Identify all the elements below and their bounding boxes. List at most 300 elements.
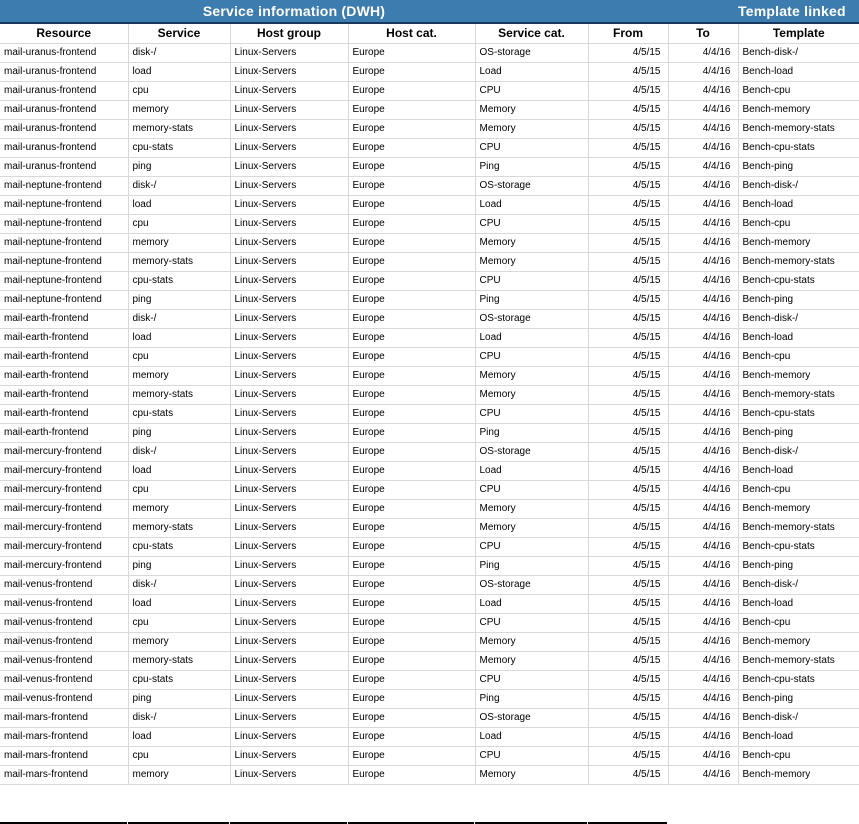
cell-from: 4/5/15 — [588, 385, 668, 404]
cell-template: Bench-memory — [738, 632, 859, 651]
cell-host-cat: Europe — [348, 480, 475, 499]
cell-to: 4/4/16 — [668, 214, 738, 233]
cell-host-group: Linux-Servers — [230, 670, 348, 689]
cell-host-cat: Europe — [348, 746, 475, 765]
cell-from: 4/5/15 — [588, 195, 668, 214]
cell-template: Bench-memory — [738, 233, 859, 252]
cell-host-group: Linux-Servers — [230, 347, 348, 366]
report-title-bar — [0, 0, 859, 24]
cell-service: memory — [128, 233, 230, 252]
cell-service-cat: Memory — [475, 765, 588, 784]
cell-service: ping — [128, 157, 230, 176]
cell-to: 4/4/16 — [668, 195, 738, 214]
cell-service-cat: CPU — [475, 613, 588, 632]
cell-host-group: Linux-Servers — [230, 176, 348, 195]
table-row — [0, 62, 859, 81]
table-row — [0, 233, 859, 252]
table-row — [0, 613, 859, 632]
cell-host-group: Linux-Servers — [230, 328, 348, 347]
cell-service-cat: CPU — [475, 480, 588, 499]
report-title: Service information (DWH) — [202, 3, 386, 19]
table-row — [0, 727, 859, 746]
cell-from: 4/5/15 — [588, 100, 668, 119]
column-header-resource: Resource — [0, 24, 128, 43]
cell-resource: mail-uranus-frontend — [0, 119, 128, 138]
cell-from: 4/5/15 — [588, 309, 668, 328]
cell-template: Bench-memory-stats — [738, 385, 859, 404]
cell-host-group: Linux-Servers — [230, 62, 348, 81]
cell-template: Bench-ping — [738, 157, 859, 176]
cell-service: cpu-stats — [128, 404, 230, 423]
cell-host-cat: Europe — [348, 119, 475, 138]
cell-service: cpu — [128, 214, 230, 233]
cell-template: Bench-memory-stats — [738, 518, 859, 537]
table-row — [0, 328, 859, 347]
cell-service-cat: OS-storage — [475, 176, 588, 195]
cell-template: Bench-disk-/ — [738, 442, 859, 461]
cell-host-group: Linux-Servers — [230, 632, 348, 651]
cell-from: 4/5/15 — [588, 632, 668, 651]
cell-service: cpu — [128, 613, 230, 632]
cell-resource: mail-venus-frontend — [0, 689, 128, 708]
cell-from: 4/5/15 — [588, 81, 668, 100]
cell-service: memory — [128, 499, 230, 518]
cell-host-group: Linux-Servers — [230, 214, 348, 233]
cell-service: load — [128, 727, 230, 746]
cell-service: disk-/ — [128, 43, 230, 62]
cell-service-cat: OS-storage — [475, 43, 588, 62]
cell-resource: mail-earth-frontend — [0, 347, 128, 366]
cell-resource: mail-mercury-frontend — [0, 442, 128, 461]
cell-to: 4/4/16 — [668, 613, 738, 632]
cell-from: 4/5/15 — [588, 670, 668, 689]
cell-template: Bench-cpu — [738, 214, 859, 233]
cell-service-cat: Load — [475, 461, 588, 480]
cell-template: Bench-memory-stats — [738, 651, 859, 670]
cell-to: 4/4/16 — [668, 556, 738, 575]
cell-host-group: Linux-Servers — [230, 689, 348, 708]
cell-from: 4/5/15 — [588, 499, 668, 518]
cell-service-cat: CPU — [475, 138, 588, 157]
cell-service: ping — [128, 689, 230, 708]
cell-resource: mail-venus-frontend — [0, 632, 128, 651]
cell-template: Bench-disk-/ — [738, 309, 859, 328]
cell-host-group: Linux-Servers — [230, 43, 348, 62]
cell-from: 4/5/15 — [588, 252, 668, 271]
cell-host-group: Linux-Servers — [230, 461, 348, 480]
cell-host-cat: Europe — [348, 309, 475, 328]
cell-template: Bench-cpu-stats — [738, 271, 859, 290]
cell-service: cpu-stats — [128, 537, 230, 556]
cell-service: memory-stats — [128, 385, 230, 404]
table-row — [0, 214, 859, 233]
cell-host-group: Linux-Servers — [230, 594, 348, 613]
cell-service-cat: Memory — [475, 100, 588, 119]
cell-from: 4/5/15 — [588, 480, 668, 499]
cell-from: 4/5/15 — [588, 157, 668, 176]
cell-from: 4/5/15 — [588, 290, 668, 309]
cell-service-cat: Load — [475, 328, 588, 347]
cell-resource: mail-mercury-frontend — [0, 461, 128, 480]
cell-from: 4/5/15 — [588, 366, 668, 385]
cell-from: 4/5/15 — [588, 119, 668, 138]
cell-resource: mail-neptune-frontend — [0, 195, 128, 214]
cell-from: 4/5/15 — [588, 233, 668, 252]
cell-service: memory — [128, 100, 230, 119]
cell-template: Bench-disk-/ — [738, 176, 859, 195]
cell-host-cat: Europe — [348, 81, 475, 100]
cell-resource: mail-mars-frontend — [0, 708, 128, 727]
table-row — [0, 366, 859, 385]
cell-host-cat: Europe — [348, 594, 475, 613]
cell-template: Bench-memory — [738, 499, 859, 518]
cell-resource: mail-uranus-frontend — [0, 138, 128, 157]
cell-service-cat: Load — [475, 62, 588, 81]
cell-from: 4/5/15 — [588, 689, 668, 708]
cell-host-cat: Europe — [348, 176, 475, 195]
cell-service: memory-stats — [128, 518, 230, 537]
cell-template: Bench-ping — [738, 423, 859, 442]
cell-service: cpu — [128, 480, 230, 499]
cell-template: Bench-memory — [738, 100, 859, 119]
cell-resource: mail-mars-frontend — [0, 765, 128, 784]
cell-template: Bench-memory — [738, 366, 859, 385]
table-row — [0, 385, 859, 404]
cell-service-cat: Memory — [475, 233, 588, 252]
cell-host-cat: Europe — [348, 385, 475, 404]
cell-host-group: Linux-Servers — [230, 119, 348, 138]
cell-service-cat: Memory — [475, 119, 588, 138]
cell-host-cat: Europe — [348, 632, 475, 651]
cell-template: Bench-cpu-stats — [738, 670, 859, 689]
cell-service: load — [128, 328, 230, 347]
cell-from: 4/5/15 — [588, 575, 668, 594]
column-header-host-group: Host group — [230, 24, 348, 43]
cell-host-group: Linux-Servers — [230, 442, 348, 461]
cell-host-cat: Europe — [348, 708, 475, 727]
cell-to: 4/4/16 — [668, 157, 738, 176]
cell-service: disk-/ — [128, 575, 230, 594]
cell-host-cat: Europe — [348, 575, 475, 594]
cell-to: 4/4/16 — [668, 651, 738, 670]
table-row — [0, 689, 859, 708]
table-row — [0, 651, 859, 670]
cell-service: disk-/ — [128, 176, 230, 195]
cell-from: 4/5/15 — [588, 138, 668, 157]
cell-resource: mail-neptune-frontend — [0, 290, 128, 309]
cell-resource: mail-venus-frontend — [0, 575, 128, 594]
cell-service: disk-/ — [128, 442, 230, 461]
table-row — [0, 290, 859, 309]
cell-resource: mail-neptune-frontend — [0, 233, 128, 252]
cell-to: 4/4/16 — [668, 442, 738, 461]
cell-host-cat: Europe — [348, 404, 475, 423]
cell-template: Bench-cpu — [738, 347, 859, 366]
cell-service: cpu-stats — [128, 138, 230, 157]
cell-to: 4/4/16 — [668, 43, 738, 62]
cell-to: 4/4/16 — [668, 727, 738, 746]
table-row — [0, 157, 859, 176]
cell-resource: mail-uranus-frontend — [0, 43, 128, 62]
service-information-table — [0, 24, 859, 785]
cell-from: 4/5/15 — [588, 556, 668, 575]
cell-host-cat: Europe — [348, 442, 475, 461]
cell-service-cat: CPU — [475, 670, 588, 689]
cell-service-cat: Ping — [475, 290, 588, 309]
cell-template: Bench-load — [738, 195, 859, 214]
cell-from: 4/5/15 — [588, 214, 668, 233]
cell-host-group: Linux-Servers — [230, 651, 348, 670]
cell-template: Bench-cpu — [738, 746, 859, 765]
cell-resource: mail-earth-frontend — [0, 309, 128, 328]
table-row — [0, 537, 859, 556]
cell-host-group: Linux-Servers — [230, 708, 348, 727]
cell-to: 4/4/16 — [668, 385, 738, 404]
cell-resource: mail-neptune-frontend — [0, 271, 128, 290]
cell-service: disk-/ — [128, 309, 230, 328]
cell-service-cat: CPU — [475, 537, 588, 556]
cell-service: load — [128, 62, 230, 81]
table-row — [0, 670, 859, 689]
cell-resource: mail-uranus-frontend — [0, 157, 128, 176]
table-body — [0, 43, 859, 784]
cell-host-cat: Europe — [348, 765, 475, 784]
cell-template: Bench-disk-/ — [738, 708, 859, 727]
cell-host-cat: Europe — [348, 328, 475, 347]
cell-resource: mail-earth-frontend — [0, 385, 128, 404]
cell-resource: mail-uranus-frontend — [0, 100, 128, 119]
cell-service-cat: Memory — [475, 518, 588, 537]
cell-host-cat: Europe — [348, 195, 475, 214]
cell-service: memory — [128, 765, 230, 784]
cell-template: Bench-cpu-stats — [738, 537, 859, 556]
cell-from: 4/5/15 — [588, 765, 668, 784]
cell-service: disk-/ — [128, 708, 230, 727]
cell-service: cpu — [128, 347, 230, 366]
table-row — [0, 138, 859, 157]
cell-host-cat: Europe — [348, 613, 475, 632]
column-header-from: From — [588, 24, 668, 43]
cell-host-cat: Europe — [348, 689, 475, 708]
cell-resource: mail-earth-frontend — [0, 328, 128, 347]
cell-to: 4/4/16 — [668, 138, 738, 157]
cell-from: 4/5/15 — [588, 347, 668, 366]
cell-to: 4/4/16 — [668, 632, 738, 651]
cell-template: Bench-load — [738, 328, 859, 347]
cell-resource: mail-neptune-frontend — [0, 214, 128, 233]
cell-service: memory — [128, 632, 230, 651]
cell-host-cat: Europe — [348, 62, 475, 81]
cell-service-cat: CPU — [475, 81, 588, 100]
cell-template: Bench-cpu-stats — [738, 138, 859, 157]
cell-service-cat: Memory — [475, 366, 588, 385]
cell-template: Bench-ping — [738, 556, 859, 575]
cell-service-cat: Memory — [475, 499, 588, 518]
table-row — [0, 176, 859, 195]
cell-service-cat: Load — [475, 594, 588, 613]
cell-host-cat: Europe — [348, 537, 475, 556]
cell-host-group: Linux-Servers — [230, 271, 348, 290]
cell-resource: mail-venus-frontend — [0, 613, 128, 632]
cell-service-cat: Ping — [475, 556, 588, 575]
cell-to: 4/4/16 — [668, 62, 738, 81]
cell-template: Bench-load — [738, 594, 859, 613]
cell-from: 4/5/15 — [588, 404, 668, 423]
table-row — [0, 81, 859, 100]
cell-template: Bench-disk-/ — [738, 575, 859, 594]
cell-from: 4/5/15 — [588, 746, 668, 765]
cell-service: memory-stats — [128, 119, 230, 138]
cell-resource: mail-neptune-frontend — [0, 176, 128, 195]
table-row — [0, 423, 859, 442]
cell-host-group: Linux-Servers — [230, 765, 348, 784]
cell-service-cat: Memory — [475, 632, 588, 651]
table-row — [0, 347, 859, 366]
cell-host-cat: Europe — [348, 651, 475, 670]
table-row — [0, 708, 859, 727]
cell-resource: mail-mercury-frontend — [0, 480, 128, 499]
cell-to: 4/4/16 — [668, 499, 738, 518]
cell-host-group: Linux-Servers — [230, 613, 348, 632]
cell-resource: mail-mercury-frontend — [0, 499, 128, 518]
cell-to: 4/4/16 — [668, 290, 738, 309]
cell-from: 4/5/15 — [588, 442, 668, 461]
cell-service: ping — [128, 423, 230, 442]
cell-template: Bench-cpu-stats — [738, 404, 859, 423]
cell-host-cat: Europe — [348, 138, 475, 157]
cell-to: 4/4/16 — [668, 461, 738, 480]
cell-to: 4/4/16 — [668, 746, 738, 765]
cell-to: 4/4/16 — [668, 404, 738, 423]
cell-to: 4/4/16 — [668, 233, 738, 252]
cell-service: memory-stats — [128, 651, 230, 670]
table-row — [0, 518, 859, 537]
cell-from: 4/5/15 — [588, 423, 668, 442]
table-row — [0, 252, 859, 271]
cell-host-cat: Europe — [348, 499, 475, 518]
cell-from: 4/5/15 — [588, 613, 668, 632]
table-row — [0, 195, 859, 214]
cell-resource: mail-uranus-frontend — [0, 62, 128, 81]
table-row — [0, 119, 859, 138]
table-row — [0, 100, 859, 119]
cell-resource: mail-mercury-frontend — [0, 518, 128, 537]
cell-to: 4/4/16 — [668, 518, 738, 537]
cell-template: Bench-load — [738, 461, 859, 480]
cell-host-group: Linux-Servers — [230, 727, 348, 746]
cell-host-cat: Europe — [348, 461, 475, 480]
cell-service: ping — [128, 556, 230, 575]
cell-service-cat: OS-storage — [475, 708, 588, 727]
cell-service-cat: OS-storage — [475, 309, 588, 328]
cell-host-group: Linux-Servers — [230, 556, 348, 575]
table-row — [0, 499, 859, 518]
cell-from: 4/5/15 — [588, 651, 668, 670]
cell-resource: mail-mars-frontend — [0, 746, 128, 765]
cell-service-cat: OS-storage — [475, 575, 588, 594]
cell-from: 4/5/15 — [588, 708, 668, 727]
cell-service: cpu-stats — [128, 670, 230, 689]
cell-to: 4/4/16 — [668, 366, 738, 385]
cell-host-cat: Europe — [348, 518, 475, 537]
cell-host-group: Linux-Servers — [230, 499, 348, 518]
table-row — [0, 480, 859, 499]
cell-template: Bench-cpu — [738, 81, 859, 100]
cell-template: Bench-cpu — [738, 613, 859, 632]
cell-service: cpu-stats — [128, 271, 230, 290]
table-row — [0, 632, 859, 651]
table-row — [0, 746, 859, 765]
cell-from: 4/5/15 — [588, 518, 668, 537]
cell-service: memory-stats — [128, 252, 230, 271]
cell-host-group: Linux-Servers — [230, 309, 348, 328]
cell-service-cat: Memory — [475, 385, 588, 404]
cell-host-cat: Europe — [348, 43, 475, 62]
cell-host-group: Linux-Servers — [230, 252, 348, 271]
table-row — [0, 765, 859, 784]
column-header-template: Template — [738, 24, 859, 43]
cell-host-group: Linux-Servers — [230, 518, 348, 537]
cell-resource: mail-earth-frontend — [0, 366, 128, 385]
cell-to: 4/4/16 — [668, 176, 738, 195]
cell-to: 4/4/16 — [668, 765, 738, 784]
cell-resource: mail-neptune-frontend — [0, 252, 128, 271]
cell-resource: mail-earth-frontend — [0, 423, 128, 442]
cell-to: 4/4/16 — [668, 81, 738, 100]
cell-template: Bench-cpu — [738, 480, 859, 499]
cell-from: 4/5/15 — [588, 328, 668, 347]
cell-service: load — [128, 195, 230, 214]
cell-service-cat: Ping — [475, 423, 588, 442]
cell-resource: mail-venus-frontend — [0, 594, 128, 613]
cell-to: 4/4/16 — [668, 309, 738, 328]
cell-host-group: Linux-Servers — [230, 138, 348, 157]
cell-host-group: Linux-Servers — [230, 233, 348, 252]
cell-host-cat: Europe — [348, 290, 475, 309]
cell-host-cat: Europe — [348, 347, 475, 366]
cell-from: 4/5/15 — [588, 727, 668, 746]
table-row — [0, 461, 859, 480]
cell-host-group: Linux-Servers — [230, 480, 348, 499]
cell-host-cat: Europe — [348, 233, 475, 252]
cell-resource: mail-mercury-frontend — [0, 537, 128, 556]
table-row — [0, 594, 859, 613]
cell-host-cat: Europe — [348, 157, 475, 176]
cell-to: 4/4/16 — [668, 328, 738, 347]
cell-service-cat: CPU — [475, 214, 588, 233]
cell-service-cat: CPU — [475, 347, 588, 366]
cell-host-group: Linux-Servers — [230, 575, 348, 594]
cell-to: 4/4/16 — [668, 537, 738, 556]
cell-from: 4/5/15 — [588, 537, 668, 556]
cell-host-group: Linux-Servers — [230, 366, 348, 385]
cell-template: Bench-load — [738, 62, 859, 81]
cell-from: 4/5/15 — [588, 176, 668, 195]
template-linked-title: Template linked — [738, 3, 846, 19]
table-row — [0, 575, 859, 594]
cell-host-cat: Europe — [348, 366, 475, 385]
column-header-host-cat: Host cat. — [348, 24, 475, 43]
cell-service-cat: Ping — [475, 157, 588, 176]
table-row — [0, 43, 859, 62]
cell-service-cat: Memory — [475, 252, 588, 271]
cell-host-group: Linux-Servers — [230, 385, 348, 404]
cell-to: 4/4/16 — [668, 119, 738, 138]
cell-from: 4/5/15 — [588, 62, 668, 81]
cell-host-cat: Europe — [348, 252, 475, 271]
cell-resource: mail-mercury-frontend — [0, 556, 128, 575]
cell-to: 4/4/16 — [668, 708, 738, 727]
